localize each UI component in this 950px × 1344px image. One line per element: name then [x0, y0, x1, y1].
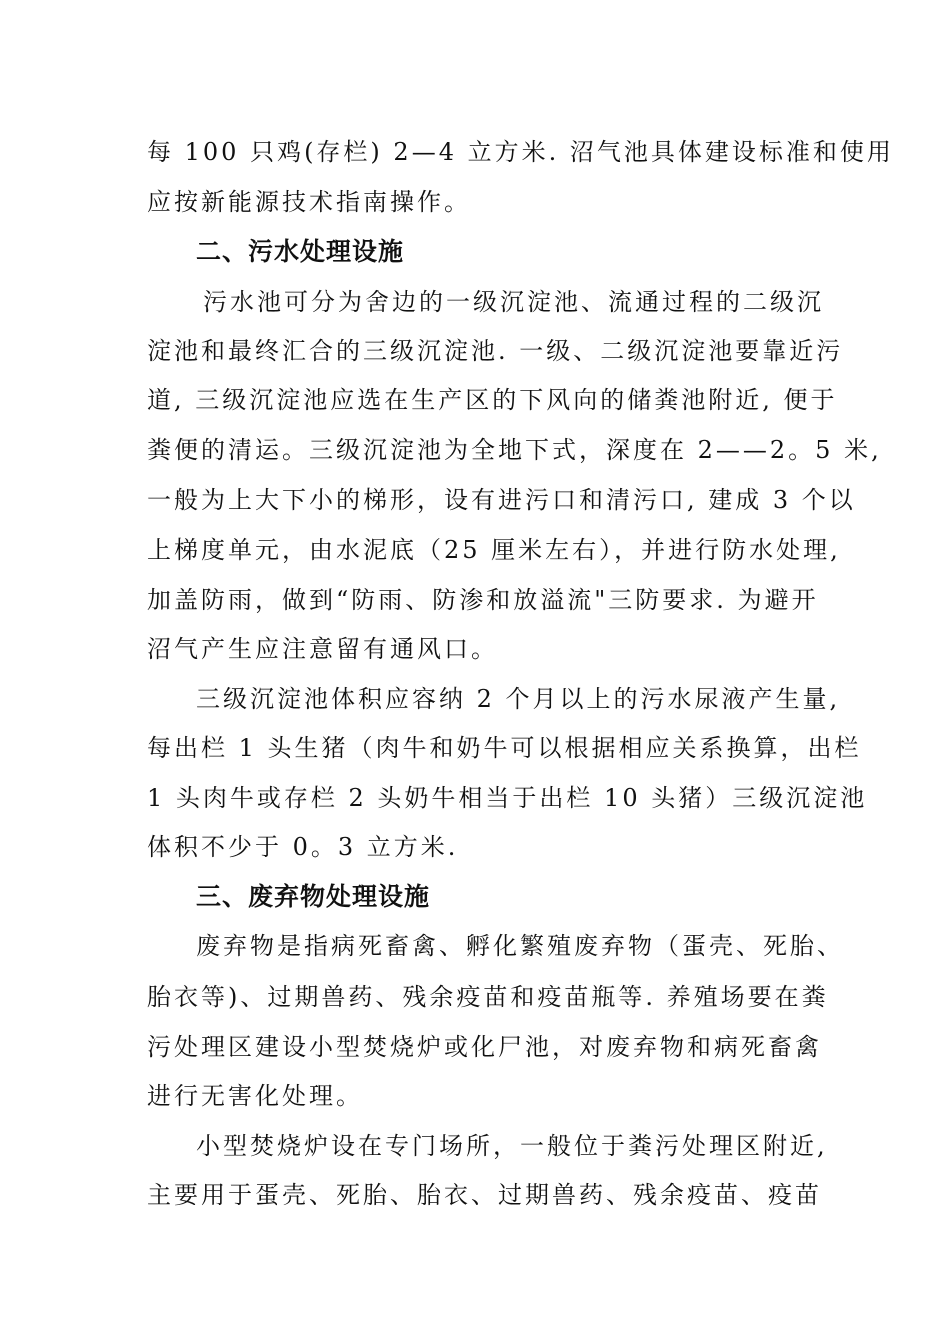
text-line: 污处理区建设小型焚烧炉或化尸池，对废弃物和病死畜禽: [147, 1033, 822, 1061]
text-line: 应按新能源技术指南操作。: [147, 188, 471, 216]
text-line: 道, 三级沉淀池应选在生产区的下风向的储粪池附近, 便于: [147, 386, 838, 414]
text-line: 三级沉淀池体积应容纳 2 个月以上的污水尿液产生量,: [196, 685, 841, 713]
text-line: 加盖防雨，做到“防雨、防渗和放溢流"三防要求. 为避开: [147, 586, 819, 614]
text-line: 主要用于蛋壳、死胎、胎衣、过期兽药、残余疫苗、疫苗: [147, 1181, 822, 1209]
text-line: 上梯度单元，由水泥底（25 厘米左右），并进行防水处理,: [147, 536, 841, 564]
text-line: 污水池可分为舍边的一级沉淀池、流通过程的二级沉: [203, 288, 824, 316]
text-line: 进行无害化处理。: [147, 1082, 363, 1110]
text-line: 体积不少于 0。3 立方米.: [147, 833, 459, 861]
text-line: 粪便的清运。三级沉淀池为全地下式，深度在 2——2。5 米,: [147, 436, 882, 464]
text-line: 1 头肉牛或存栏 2 头奶牛相当于出栏 10 头猪）三级沉淀池: [147, 784, 868, 812]
text-line: 沼气产生应注意留有通风口。: [147, 635, 498, 663]
text-line: 每 100 只鸡(存栏) 2—4 立方米. 沼气池具体建设标准和使用: [147, 138, 894, 166]
text-line: 废弃物是指病死畜禽、孵化繁殖废弃物（蛋壳、死胎、: [196, 932, 844, 960]
text-line: 淀池和最终汇合的三级沉淀池. 一级、二级沉淀池要靠近污: [147, 337, 844, 365]
text-line: 一般为上大下小的梯形，设有进污口和清污口, 建成 3 个以: [147, 486, 856, 514]
section-heading-waste-disposal: 三、废弃物处理设施: [196, 882, 431, 911]
text-line: 每出栏 1 头生猪（肉牛和奶牛可以根据相应关系换算，出栏: [147, 734, 862, 762]
text-line: 小型焚烧炉设在专门场所，一般位于粪污处理区附近,: [196, 1132, 828, 1160]
section-heading-wastewater: 二、污水处理设施: [196, 237, 405, 266]
text-line: 胎衣等)、过期兽药、残余疫苗和疫苗瓶等. 养殖场要在粪: [147, 983, 829, 1011]
